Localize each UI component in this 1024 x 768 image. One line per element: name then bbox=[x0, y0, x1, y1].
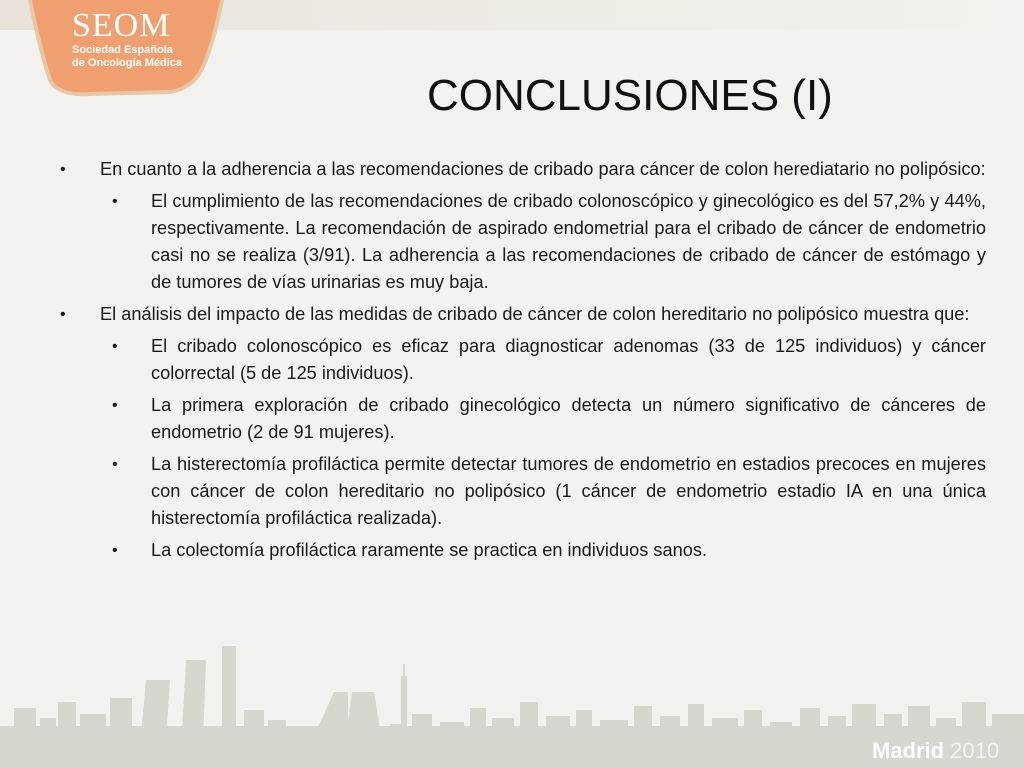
madrid-skyline bbox=[0, 640, 1024, 768]
bullet-text: El cumplimiento de las recomendaciones de cribado colonoscópico y ginecológico es del 57,2% y 44%, respectivamente. La recomendación de aspirado endometrial para el cribado de cáncer de endometrio casi no se realiza (3/91). La adherencia a las recomendaciones de cribado de cáncer de estómago y de tumores de vías urinarias es muy baja. bbox=[151, 191, 986, 292]
sub-bullet-item-1 bbox=[60, 188, 986, 296]
madrid-2010-logo bbox=[872, 738, 999, 764]
bullet-icon: • bbox=[112, 193, 118, 210]
bullet-item-2 bbox=[60, 301, 986, 328]
sub-bullet-item-4 bbox=[60, 451, 986, 532]
footer-city: Madrid bbox=[872, 738, 945, 763]
bullet-text: La primera exploración de cribado ginecológico detecta un número significativo de cánceres de endometrio (2 de 91 mujeres). bbox=[151, 395, 986, 442]
bullet-text: El análisis del impacto de las medidas de cribado de cáncer de colon hereditario no polipósico muestra que: bbox=[100, 304, 970, 324]
bullet-text: El cribado colonoscópico es eficaz para diagnosticar adenomas (33 de 125 individuos) y cáncer colorrectal (5 de 125 individuos). bbox=[151, 336, 986, 383]
bullet-text: La colectomía profiláctica raramente se practica en individuos sanos. bbox=[151, 540, 708, 560]
seom-logo bbox=[72, 8, 182, 70]
sub-bullet-item-2 bbox=[60, 333, 986, 387]
sub-bullet-item-5 bbox=[60, 537, 986, 564]
bullet-text: La histerectomía profiláctica permite detectar tumores de endometrio en estadios precoces en mujeres con cáncer de colon hereditario no polipósico (1 cáncer de endometrio estadio IA en una única histerectomía profiláctica realizada). bbox=[151, 454, 986, 528]
bullet-icon: • bbox=[112, 456, 118, 473]
slide-title: CONCLUSIONES (I) bbox=[427, 71, 833, 120]
footer-year: 2010 bbox=[950, 738, 1000, 763]
logo-line-1: Sociedad Española bbox=[72, 44, 173, 56]
bullet-text: En cuanto a la adherencia a las recomendaciones de cribado para cáncer de colon herediatario no polipósico: bbox=[100, 159, 986, 179]
logo-name: SEOM bbox=[72, 7, 171, 44]
sub-bullet-item-3 bbox=[60, 392, 986, 446]
bullet-icon: • bbox=[112, 397, 118, 414]
bullet-item-1 bbox=[60, 156, 986, 183]
bullet-icon: • bbox=[60, 306, 66, 323]
bullet-icon: • bbox=[112, 338, 118, 355]
slide-content bbox=[60, 156, 986, 569]
bullet-icon: • bbox=[60, 161, 66, 178]
logo-line-2: de Oncología Médica bbox=[72, 57, 183, 69]
bullet-icon: • bbox=[112, 542, 118, 559]
